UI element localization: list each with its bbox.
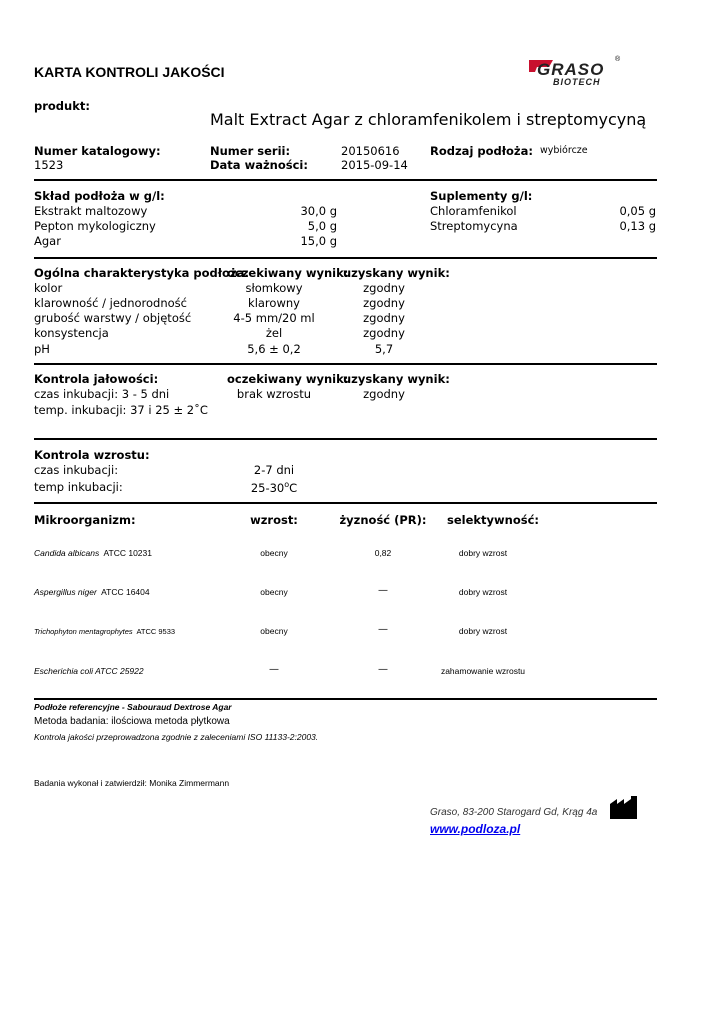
growth-cell: obecny bbox=[260, 548, 288, 558]
growth-title: Kontrola wzrostu: bbox=[34, 448, 150, 462]
characteristic-name: pH bbox=[34, 342, 50, 356]
selectivity-cell: dobry wzrost bbox=[458, 587, 508, 597]
table-row: Aspergillus niger ATCC 16404 bbox=[34, 587, 150, 597]
pr-cell: 0,82 bbox=[374, 548, 392, 558]
graso-logo bbox=[527, 56, 625, 90]
divider bbox=[34, 179, 657, 181]
characteristic-obtained: 5,7 bbox=[374, 342, 394, 356]
characteristic-name: klarowność / jednorodność bbox=[34, 296, 187, 310]
characteristic-name: grubość warstwy / objętość bbox=[34, 311, 192, 325]
pr-cell: — bbox=[378, 624, 388, 635]
expected-header: oczekiwany wynik: bbox=[227, 266, 349, 280]
growth-cell: — bbox=[269, 664, 279, 675]
supplement-name: Streptomycyna bbox=[430, 219, 518, 233]
growth-cell: obecny bbox=[260, 626, 288, 636]
characteristic-name: konsystencja bbox=[34, 326, 109, 340]
table-row: Trichophyton mentagrophytes ATCC 9533 bbox=[34, 627, 176, 636]
sterility-expected: brak wzrostu bbox=[236, 387, 312, 401]
product-name: Malt Extract Agar z chloramfenikolem i streptomycyną bbox=[210, 110, 647, 129]
page-title: KARTA KONTROLI JAKOŚCI bbox=[34, 64, 225, 80]
catalog-label: Numer katalogowy: bbox=[34, 144, 161, 158]
medium-type-label: Rodzaj podłoża: bbox=[430, 144, 533, 158]
characteristic-expected: słomkowy bbox=[245, 281, 303, 295]
catalog-value: 1523 bbox=[34, 158, 64, 172]
divider bbox=[34, 502, 657, 504]
growth-header: wzrost: bbox=[250, 513, 298, 527]
sterility-obtained: zgodny bbox=[363, 387, 405, 401]
obtained-header: uzyskany wynik: bbox=[343, 372, 450, 386]
composition-item-name: Ekstrakt maltozowy bbox=[34, 204, 148, 218]
composition-item-value: 30,0 g bbox=[300, 204, 337, 218]
supplements-title: Suplementy g/l: bbox=[430, 189, 533, 203]
pr-cell: — bbox=[378, 585, 388, 596]
series-label: Numer serii: bbox=[210, 144, 291, 158]
table-row: Candida albicans ATCC 10231 bbox=[34, 548, 152, 558]
characteristic-expected: 5,6 ± 0,2 bbox=[247, 342, 301, 356]
pr-cell: — bbox=[378, 664, 388, 675]
expiry-label: Data ważności: bbox=[210, 158, 308, 172]
characteristic-obtained: zgodny bbox=[363, 281, 405, 295]
divider bbox=[34, 698, 657, 700]
pr-header: żyzność (PR): bbox=[339, 513, 427, 527]
growth-time-label: czas inkubacji: bbox=[34, 463, 119, 477]
sterility-temp: temp. inkubacji: 37 i 25 ± 2˚C bbox=[34, 403, 208, 417]
expected-header: oczekiwany wynik: bbox=[227, 372, 349, 386]
growth-cell: obecny bbox=[260, 587, 288, 597]
product-label: produkt: bbox=[34, 99, 90, 113]
composition-item-name: Pepton mykologiczny bbox=[34, 219, 156, 233]
selectivity-header: selektywność: bbox=[447, 513, 539, 527]
supplement-name: Chloramfenikol bbox=[430, 204, 517, 218]
divider bbox=[34, 257, 657, 259]
sterility-title: Kontrola jałowości: bbox=[34, 372, 159, 386]
obtained-header: uzyskany wynik: bbox=[343, 266, 450, 280]
growth-temp-label: temp inkubacji: bbox=[34, 480, 123, 494]
growth-temp-value: 25-30$^o$C bbox=[250, 480, 298, 495]
company-address: Graso, 83-200 Starogard Gd, Krąg 4a bbox=[430, 807, 598, 818]
sterility-time: czas inkubacji: 3 - 5 dni bbox=[34, 387, 170, 401]
supplement-value: 0,13 g bbox=[619, 219, 656, 233]
selectivity-cell: dobry wzrost bbox=[458, 548, 508, 558]
growth-time-value: 2-7 dni bbox=[253, 463, 295, 477]
reference-medium: Podłoże referencyjne - Sabouraud Dextrose Agar bbox=[34, 702, 232, 712]
logo-subtext: BIOTECH bbox=[553, 77, 601, 87]
divider bbox=[34, 438, 657, 440]
signature-line: Badania wykonał i zatwierdził: Monika Zimmermann bbox=[34, 778, 230, 788]
selectivity-cell: dobry wzrost bbox=[458, 626, 508, 636]
composition-item-value: 15,0 g bbox=[300, 234, 337, 248]
characteristic-expected: żel bbox=[265, 326, 283, 340]
organism-header: Mikroorganizm: bbox=[34, 513, 136, 527]
composition-item-value: 5,0 g bbox=[307, 219, 337, 233]
series-value: 20150616 bbox=[341, 144, 400, 158]
composition-title: Skład podłoża w g/l: bbox=[34, 189, 165, 203]
table-row: Escherichia coli ATCC 25922 bbox=[34, 666, 144, 676]
characteristic-obtained: zgodny bbox=[363, 311, 405, 325]
logo-text: GRASO bbox=[537, 60, 605, 79]
manufacturer-icon bbox=[609, 796, 639, 820]
test-method: Metoda badania: ilościowa metoda płytkowa bbox=[34, 716, 230, 727]
characteristic-expected: klarowny bbox=[248, 296, 300, 310]
expiry-value: 2015-09-14 bbox=[341, 158, 408, 172]
characteristic-name: kolor bbox=[34, 281, 63, 295]
divider bbox=[34, 363, 657, 365]
composition-item-name: Agar bbox=[34, 234, 61, 248]
selectivity-cell: zahamowanie wzrostu bbox=[440, 666, 526, 676]
iso-note: Kontrola jakości przeprowadzona zgodnie z zaleceniami ISO 11133-2:2003. bbox=[34, 732, 319, 742]
registered-mark: ® bbox=[615, 56, 621, 63]
supplement-value: 0,05 g bbox=[619, 204, 656, 218]
characteristic-expected: 4-5 mm/20 ml bbox=[233, 311, 315, 325]
characteristics-title: Ogólna charakterystyka podłoża: bbox=[34, 266, 249, 280]
characteristic-obtained: zgodny bbox=[363, 296, 405, 310]
website-link[interactable]: www.podloza.pl bbox=[430, 822, 521, 836]
medium-type-value: wybiórcze bbox=[540, 145, 588, 156]
characteristic-obtained: zgodny bbox=[363, 326, 405, 340]
